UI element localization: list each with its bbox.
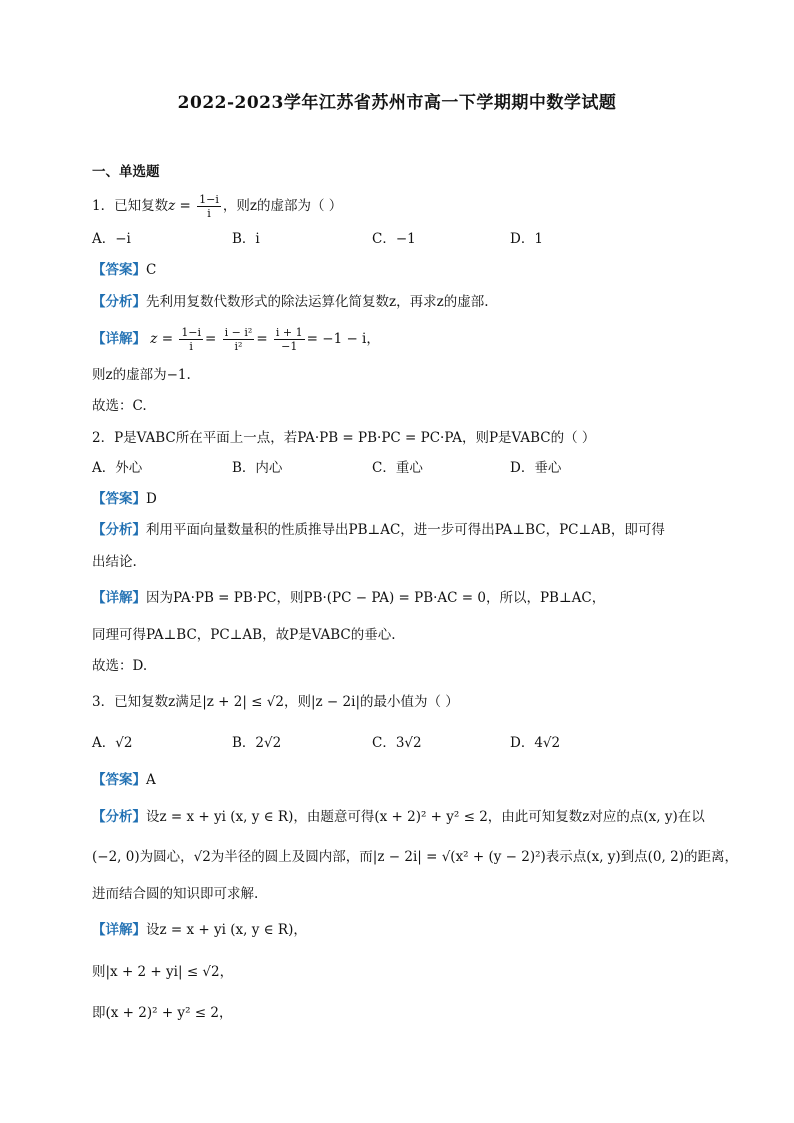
q1-f2-num: i − i² bbox=[224, 326, 253, 339]
q1-f2-den: i² bbox=[234, 340, 243, 353]
q2-detail bbox=[92, 588, 605, 608]
q1-frac-num: 1−i bbox=[199, 193, 219, 206]
q1-conclusion: 故选：C. bbox=[92, 398, 147, 414]
q2-option-a: A．外心 bbox=[92, 460, 143, 476]
q1-f3-den: −1 bbox=[281, 340, 298, 353]
detail-tag: 【详解】 bbox=[92, 590, 146, 606]
q1-option-b: B．i bbox=[232, 231, 260, 247]
q3-analysis-line3: 进而结合圆的知识即可求解. bbox=[92, 886, 259, 902]
q3-analysis-text-1: 设z = x + yi (x, y ∈ R)，由题意可得(x + 2)² + y² ≤ 2，由此可知复数z对应的点(x, y)在以 bbox=[146, 809, 705, 825]
q1-stem-a: 1．已知复数 bbox=[92, 198, 169, 214]
q1-stem bbox=[92, 193, 342, 220]
q2-detail-text-1: 因为PA·PB = PB·PC，则PB·(PC − PA) = PB·AC = 0，所以，PB⊥AC， bbox=[146, 590, 606, 606]
answer-tag: 【答案】 bbox=[92, 262, 146, 278]
analysis-tag: 【分析】 bbox=[92, 809, 146, 825]
q2-answer-value: D bbox=[146, 491, 157, 507]
q1-analysis-text: 先利用复数代数形式的除法运算化简复数z，再求z的虚部. bbox=[146, 294, 489, 310]
q1-analysis bbox=[92, 292, 489, 312]
detail-tag: 【详解】 bbox=[92, 922, 146, 938]
q3-option-d: D．4√2 bbox=[510, 735, 561, 751]
analysis-tag: 【分析】 bbox=[92, 294, 146, 310]
q3-analysis-line2: (−2, 0)为圆心，√2为半径的圆上及圆内部，而|z − 2i| = √(x² + (y − 2)²)表示点(x, y)到点(0, 2)的距离， bbox=[92, 849, 738, 865]
q3-detail-line2: 则|x + 2 + yi| ≤ √2， bbox=[92, 964, 234, 980]
q3-detail-line3: 即(x + 2)² + y² ≤ 2， bbox=[92, 1005, 233, 1021]
q3-analysis bbox=[92, 807, 705, 827]
q2-option-b: B．内心 bbox=[232, 460, 283, 476]
q1-detail-frac-1 bbox=[179, 326, 203, 353]
q1-answer bbox=[92, 260, 156, 280]
q2-analysis-text-1: 利用平面向量数量积的性质推导出PB⊥AC，进一步可得出PA⊥BC，PC⊥AB，即可得 bbox=[146, 522, 665, 538]
q2-stem: 2．P是VABC所在平面上一点，若PA·PB = PB·PC = PC·PA，则P是VABC的（ ） bbox=[92, 430, 596, 446]
q1-f1-den: i bbox=[189, 340, 193, 353]
q1-detail-tail: = −1 − i， bbox=[306, 331, 380, 347]
q2-detail-line2: 同理可得PA⊥BC，PC⊥AB，故P是VABC的垂心. bbox=[92, 627, 396, 643]
q3-detail-text-1: 设z = x + yi (x, y ∈ R)， bbox=[146, 922, 307, 938]
q2-option-c: C．重心 bbox=[372, 460, 423, 476]
q3-option-a: A．√2 bbox=[92, 735, 133, 751]
analysis-tag: 【分析】 bbox=[92, 522, 146, 538]
q1-f3-num: i + 1 bbox=[275, 326, 303, 339]
answer-tag: 【答案】 bbox=[92, 772, 146, 788]
q2-conclusion: 故选：D. bbox=[92, 658, 148, 674]
q1-fraction bbox=[197, 193, 221, 220]
q2-analysis-line2: 出结论. bbox=[92, 554, 137, 570]
q1-detail-z: z = bbox=[150, 331, 174, 347]
q3-option-c: C．3√2 bbox=[372, 735, 422, 751]
q1-stem-b: ，则z的虚部为（ ） bbox=[222, 198, 343, 214]
answer-tag: 【答案】 bbox=[92, 491, 146, 507]
q1-f1-num: 1−i bbox=[181, 326, 202, 339]
q1-answer-value: C bbox=[146, 262, 157, 278]
q1-detail-frac-3 bbox=[274, 326, 305, 353]
q1-option-c: C．−1 bbox=[372, 231, 416, 247]
q3-stem: 3．已知复数z满足|z + 2| ≤ √2，则|z − 2i|的最小值为（ ） bbox=[92, 694, 459, 710]
q1-option-d: D．1 bbox=[510, 231, 543, 247]
page-title: 2022-2023学年江苏省苏州市高一下学期期中数学试题 bbox=[177, 93, 617, 113]
q3-answer bbox=[92, 770, 156, 790]
q1-detail-line2: 则z的虚部为−1. bbox=[92, 367, 191, 383]
q3-answer-value: A bbox=[146, 772, 156, 788]
q2-option-d: D．垂心 bbox=[510, 460, 562, 476]
q3-detail bbox=[92, 920, 307, 940]
q1-stem-z: z = bbox=[168, 198, 191, 214]
q3-option-b: B．2√2 bbox=[232, 735, 282, 751]
q1-frac-den: i bbox=[207, 207, 211, 220]
q1-detail: 【详解】 z = $\frac{1-i}{i}$ = $\frac{\text{i − i²}}{\text{i²}}$ = $\frac{i + 1}{-1}$ = −1 − i， bbox=[92, 326, 380, 353]
q2-analysis bbox=[92, 520, 665, 540]
q1-detail-frac-2 bbox=[223, 326, 255, 353]
section-heading: 一、单选题 bbox=[92, 164, 160, 180]
detail-tag: 【详解】 bbox=[92, 331, 146, 347]
q1-option-a: A．−i bbox=[92, 231, 131, 247]
q2-answer bbox=[92, 489, 157, 509]
